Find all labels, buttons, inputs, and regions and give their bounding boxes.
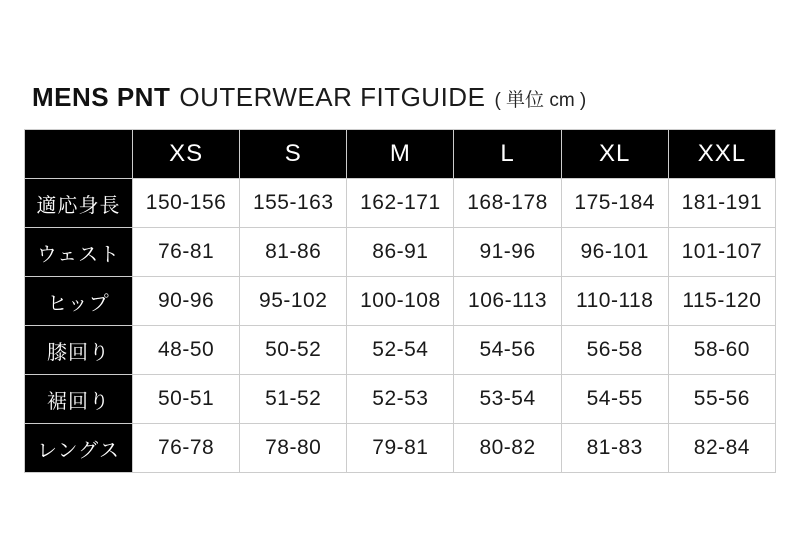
fit-value-cell: 100-108 (347, 277, 454, 326)
fit-value-cell: 50-52 (240, 326, 347, 375)
header-row (25, 130, 776, 179)
column-header-xs: XS (133, 130, 240, 179)
fit-value-cell: 181-191 (668, 179, 775, 228)
fit-value-cell: 91-96 (454, 228, 561, 277)
page-title (32, 82, 586, 113)
row-label-length: レングス (25, 424, 133, 473)
fit-value-cell: 86-91 (347, 228, 454, 277)
fit-value-cell: 96-101 (561, 228, 668, 277)
fit-value-cell: 54-56 (454, 326, 561, 375)
fit-value-cell: 81-83 (561, 424, 668, 473)
corner-cell (25, 130, 133, 179)
fit-value-cell: 58-60 (668, 326, 775, 375)
fit-value-cell: 90-96 (133, 277, 240, 326)
fit-value-cell: 95-102 (240, 277, 347, 326)
fit-value-cell: 106-113 (454, 277, 561, 326)
column-header-l: L (454, 130, 561, 179)
fit-value-cell: 150-156 (133, 179, 240, 228)
column-header-xl: XL (561, 130, 668, 179)
fit-value-cell: 168-178 (454, 179, 561, 228)
table-row-length (25, 424, 776, 473)
row-label-height: 適応身長 (25, 179, 133, 228)
title-brand: MENS PNT (32, 82, 171, 112)
fit-value-cell: 78-80 (240, 424, 347, 473)
table-row-height (25, 179, 776, 228)
table-row-hip (25, 277, 776, 326)
table-row-knee (25, 326, 776, 375)
fit-value-cell: 162-171 (347, 179, 454, 228)
fit-value-cell: 52-53 (347, 375, 454, 424)
fit-value-cell: 101-107 (668, 228, 775, 277)
fit-value-cell: 115-120 (668, 277, 775, 326)
fit-value-cell: 79-81 (347, 424, 454, 473)
fit-value-cell: 76-78 (133, 424, 240, 473)
fitguide-table (24, 129, 776, 473)
fit-value-cell: 82-84 (668, 424, 775, 473)
table-row-hem (25, 375, 776, 424)
column-header-xxl: XXL (668, 130, 775, 179)
fit-value-cell: 81-86 (240, 228, 347, 277)
fit-value-cell: 80-82 (454, 424, 561, 473)
title-unit-note: ( 単位 cm ) (494, 90, 587, 111)
fit-value-cell: 51-52 (240, 375, 347, 424)
fit-value-cell: 52-54 (347, 326, 454, 375)
row-label-waist: ウェスト (25, 228, 133, 277)
fit-value-cell: 50-51 (133, 375, 240, 424)
fit-value-cell: 175-184 (561, 179, 668, 228)
row-label-hip: ヒップ (25, 277, 133, 326)
fit-value-cell: 53-54 (454, 375, 561, 424)
fit-value-cell: 76-81 (133, 228, 240, 277)
row-label-knee: 膝回り (25, 326, 133, 375)
fit-value-cell: 55-56 (668, 375, 775, 424)
title-subtitle: OUTERWEAR FITGUIDE (179, 82, 486, 112)
fit-value-cell: 155-163 (240, 179, 347, 228)
fit-value-cell: 56-58 (561, 326, 668, 375)
column-header-s: S (240, 130, 347, 179)
fit-value-cell: 54-55 (561, 375, 668, 424)
fit-value-cell: 48-50 (133, 326, 240, 375)
fit-value-cell: 110-118 (561, 277, 668, 326)
table-row-waist (25, 228, 776, 277)
row-label-hem: 裾回り (25, 375, 133, 424)
column-header-m: M (347, 130, 454, 179)
